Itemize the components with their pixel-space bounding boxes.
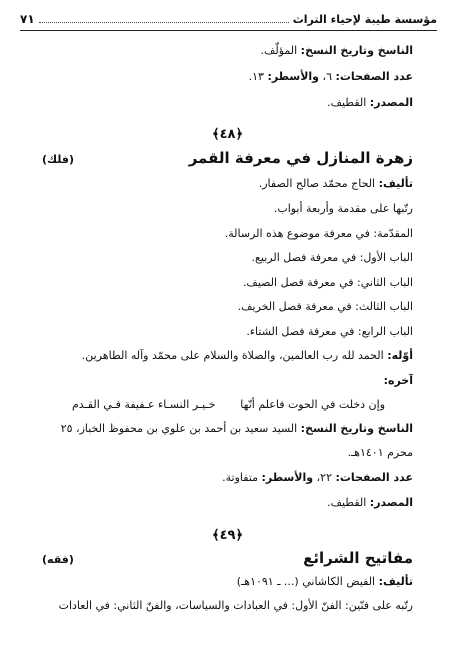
header-leader-dots	[39, 16, 289, 23]
prev-copyist-value: المؤلّف.	[260, 44, 301, 57]
entry-48-lines-value: متفاوتة.	[222, 471, 262, 484]
entry-48-beginning-value: الحمد لله رب العالمين، والصلاة والسلام على محمّد وآله الطاهرين.	[81, 349, 388, 362]
entry-49-author-label: تأليف:	[378, 575, 413, 588]
entry-48-end-line	[384, 374, 413, 388]
entry-48-content-line: الباب الثاني: في معرفة فصل الصيف.	[242, 276, 413, 289]
prev-lines-label: والأسطر:	[267, 70, 320, 83]
running-header	[20, 8, 437, 31]
prev-source-line	[327, 96, 413, 110]
entry-48-content-line: المقدّمة: في معرفة موضوع هذه الرسالة.	[224, 227, 413, 240]
verse-first-hemistich: وإن دخلت في الحوت فاعلم أنّها	[240, 398, 385, 411]
entry-48-pages-value: ٢٢،	[313, 471, 336, 484]
prev-source-value: القطيف.	[327, 96, 370, 109]
entry-49-title: مفاتيح الشرائع	[303, 549, 413, 567]
entry-48-author-label: تأليف:	[378, 177, 413, 190]
verse-second-hemistich: خـيـر النسـاء عـفيفة فـي القـدم	[72, 398, 216, 411]
entry-48-content-line: رتّبها على مقدمة وأربعة أبواب.	[273, 202, 413, 215]
entry-48-beginning-line	[82, 349, 413, 363]
prev-lines-value: ١٣.	[248, 70, 268, 83]
prev-pages-value: ٦،	[319, 70, 336, 83]
header-title: مؤسسة طيبة لإحياء التراث	[292, 12, 437, 26]
entry-48-pages-line	[222, 471, 413, 485]
entry-48-source-label: المصدر:	[369, 496, 413, 509]
entry-49-author-value: الفيض الكاشاني (... ـ ١٠٩١هـ)	[236, 575, 379, 588]
entry-48-content-line: الباب الثالث: في معرفة فصل الخريف.	[237, 300, 413, 313]
prev-copyist-line	[260, 44, 413, 58]
entry-48-end-label: آخره:	[383, 374, 413, 387]
entry-48-title: زهرة المنازل في معرفة القمر	[188, 149, 413, 167]
entry-48-content-line: الباب الرابع: في معرفة فصل الشتاء.	[246, 325, 413, 338]
entry-49-number: ﴿٤٩﴾	[211, 528, 244, 543]
entry-48-content-line: الباب الأول: في معرفة فصل الربيع.	[251, 251, 413, 264]
entry-48-lines-label: والأسطر:	[261, 471, 314, 484]
entry-48-number: ﴿٤٨﴾	[211, 127, 244, 142]
entry-49-author-line	[237, 575, 413, 589]
entry-49-arrangement-line: رتّبه على فنّين: الفنّ الأول: في العبادات والسياسات، والفنّ الثاني: في العادات	[58, 599, 413, 612]
entry-48-source-value: القطيف.	[327, 496, 370, 509]
entry-48-verse	[72, 398, 385, 411]
entry-49-subject-tag: (فقه)	[42, 553, 74, 566]
entry-48-copyist-line	[61, 422, 413, 436]
page-number: ٧١	[20, 12, 35, 26]
entry-48-copyist-continuation: محرم ١٤٠١هـ.	[347, 446, 413, 459]
prev-copyist-label: الناسخ وتاريخ النسخ:	[300, 44, 413, 57]
entry-48-beginning-label: أوّله:	[387, 349, 413, 362]
entry-48-subject-tag: (فلك)	[42, 153, 74, 166]
prev-pages-label: عدد الصفحات:	[335, 70, 413, 83]
entry-48-author-line	[259, 177, 413, 191]
entry-48-pages-label: عدد الصفحات:	[335, 471, 413, 484]
entry-48-author-value: الحاج محمّد صالح الصفار.	[258, 177, 379, 190]
entry-48-copyist-label: الناسخ وتاريخ النسخ:	[300, 422, 413, 435]
prev-source-label: المصدر:	[369, 96, 413, 109]
prev-pages-line	[249, 70, 413, 84]
entry-48-copyist-value: السيد سعيد بن أحمد بن علوي بن محفوظ الخباز، ٢٥	[60, 422, 301, 435]
entry-48-source-line	[327, 496, 413, 510]
